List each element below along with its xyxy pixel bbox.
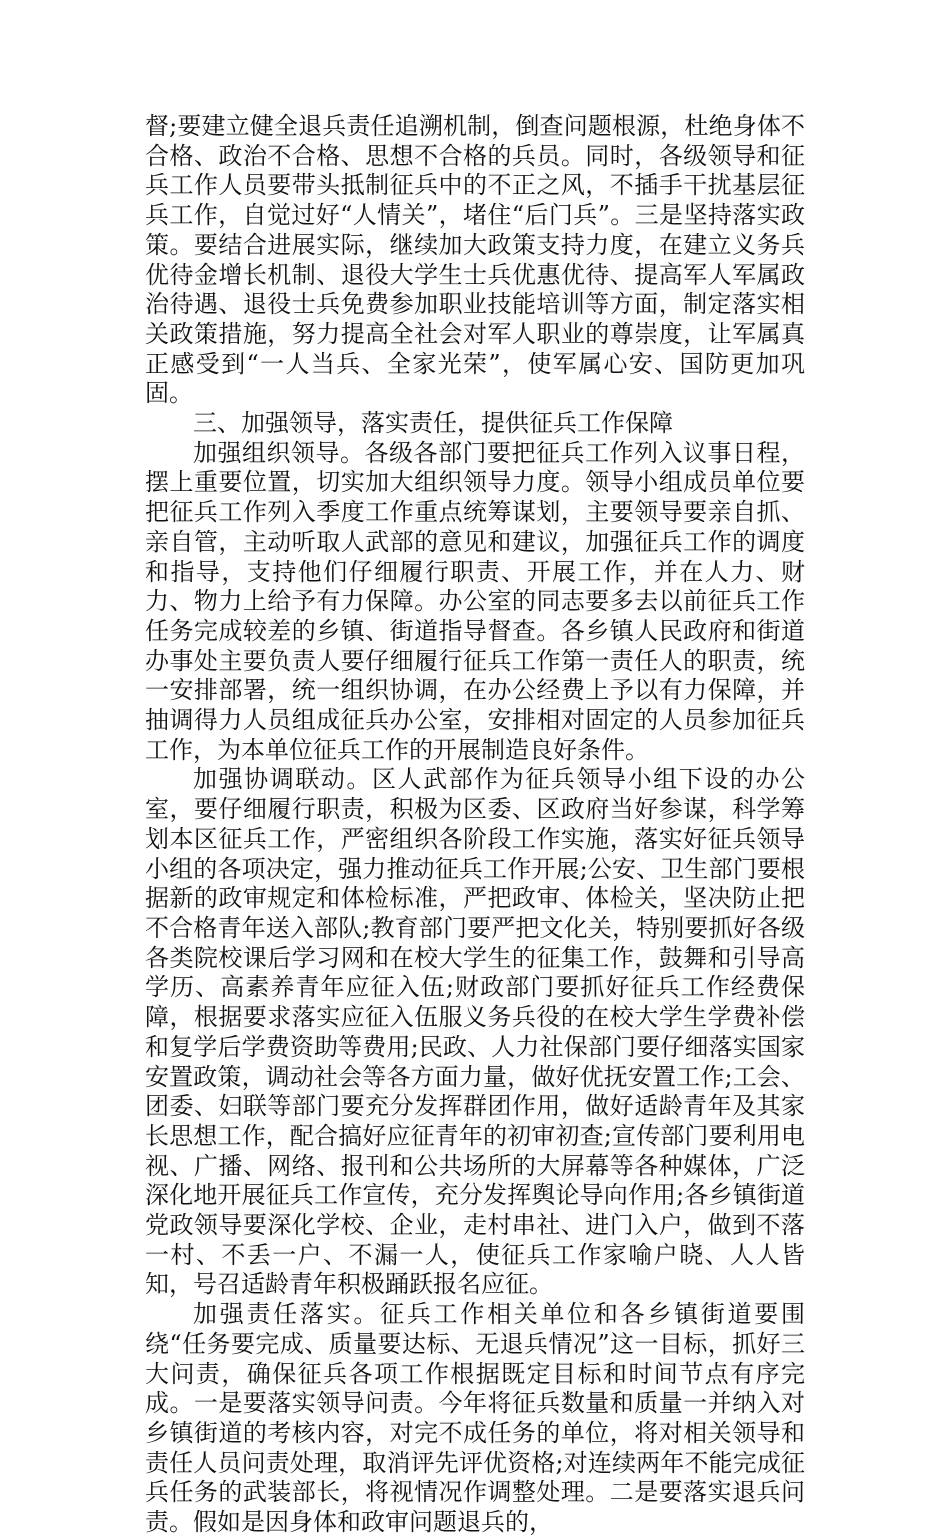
paragraph-organization-leadership: 加强组织领导。各级各部门要把征兵工作列入议事日程，摆上重要位置，切实加大组织领导力度。领导小组成员单位要把征兵工作列入季度工作重点统筹谋划，主要领导要亲自抓、亲自管，主动听取人武部的意见和建议，加强征兵工作的调度和指导，支持他们仔细履行职责、开展工作，并在人力、财力、物力上给予有力保障。办公室的同志要多去以前征兵工作任务完成较差的乡镇、街道指导督查。各乡镇人民政府和街道办事处主要负责人要仔细履行征兵工作第一责任人的职责，统一安排部署，统一组织协调，在办公经费上予以有力保障，并抽调得力人员组成征兵办公室，安排相对固定的人员参加征兵工作，为本单位征兵工作的开展制造良好条件。 bbox=[145, 438, 805, 764]
document-body bbox=[145, 112, 805, 1538]
paragraph-policy-continuation: 督;要建立健全退兵责任追溯机制，倒查问题根源，杜绝身体不合格、政治不合格、思想不合格的兵员。同时，各级领导和征兵工作人员要带头抵制征兵中的不正之风，不插手干扰基层征兵工作，自觉过好“人情关”，堵住“后门兵”。三是坚持落实政策。要结合进展实际，继续加大政策支持力度，在建立义务兵优待金增长机制、退役大学生士兵优惠优待、提高军人军属政治待遇、退役士兵免费参加职业技能培训等方面，制定落实相关政策措施，努力提高全社会对军人职业的尊崇度，让军属真正感受到“一人当兵、全家光荣”，使军属心安、国防更加巩固。 bbox=[145, 112, 805, 408]
section-heading: 三、加强领导，落实责任，提供征兵工作保障 bbox=[193, 409, 673, 438]
paragraph-responsibility: 加强责任落实。征兵工作相关单位和各乡镇街道要围绕“任务要完成、质量要达标、无退兵情况”这一目标，抓好三大问责，确保征兵各项工作根据既定目标和时间节点有序完成。一是要落实领导问责。今年将征兵数量和质量一并纳入对乡镇街道的考核内容，对完不成任务的单位，将对相关领导和责任人员问责处理，取消评先评优资格;对连续两年不能完成征兵任务的武装部长，将视情况作调整处理。二是要落实退兵问责。假如是因身体和政审问题退兵的， bbox=[145, 1300, 805, 1537]
paragraph-coordination: 加强协调联动。区人武部作为征兵领导小组下设的办公室，要仔细履行职责，积极为区委、区政府当好参谋，科学筹划本区征兵工作，严密组织各阶段工作实施，落实好征兵领导小组的各项决定，强力推动征兵工作开展;公安、卫生部门要根据新的政审规定和体检标准，严把政审、体检关，坚决防止把不合格青年送入部队;教育部门要严把文化关，特别要抓好各级各类院校课后学习网和在校大学生的征集工作，鼓舞和引导高学历、高素养青年应征入伍;财政部门要抓好征兵工作经费保障，根据要求落实应征入伍服义务兵役的在校大学生学费补偿和复学后学费资助等费用;民政、人力社保部门要仔细落实国家安置政策，调动社会等各方面力量，做好优抚安置工作;工会、团委、妇联等部门要充分发挥群团作用，做好适龄青年及其家长思想工作，配合搞好应征青年的初审初查;宣传部门要利用电视、广播、网络、报刊和公共场所的大屏幕等各种媒体，广泛深化地开展征兵工作宣传，充分发挥舆论导向作用;各乡镇街道党政领导要深化学校、企业，走村串社、进门入户，做到不落一村、不丢一户、不漏一人，使征兵工作家喻户晓、人人皆知，号召适龄青年积极踊跃报名应征。 bbox=[145, 765, 805, 1299]
